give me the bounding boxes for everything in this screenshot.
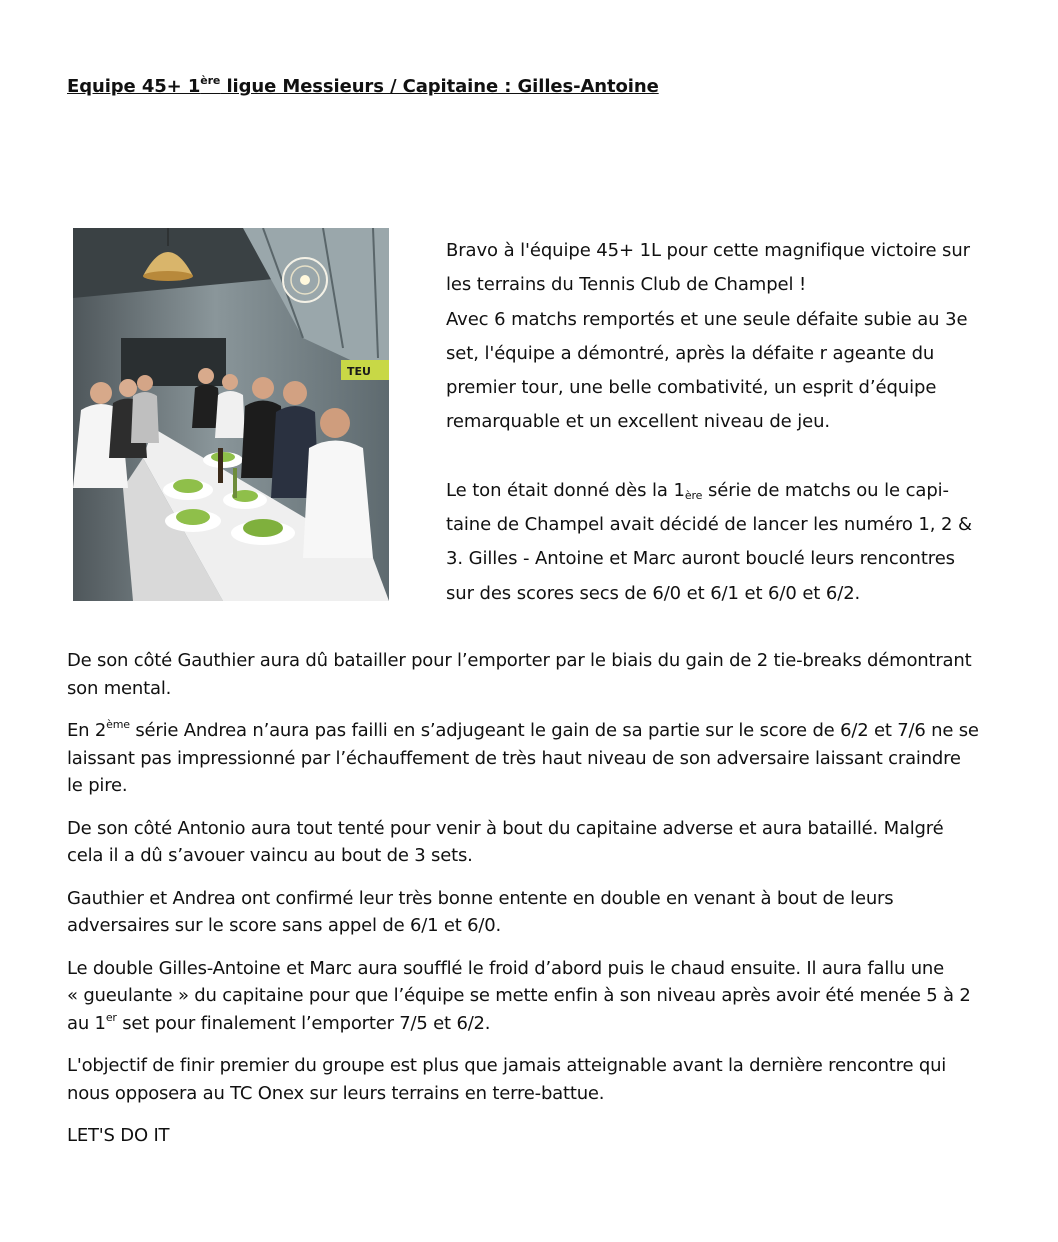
text-line: premier tour, une belle combativité, un esprit d’équipe [446, 377, 937, 399]
text-line: 3. Gilles - Antoine et Marc auront bouclé leurs rencontres [446, 548, 955, 570]
closing-line: LET'S DO IT [67, 1125, 170, 1146]
paragraph: En 2ème série Andrea n’aura pas failli en s’adjugeant le gain de sa partie sur le score de 6/2 et 7/6 ne se laissant pas impressionné par l’échauffement de très haut niveau de son adversaire laissant craindre le pire. [67, 718, 979, 796]
team-photo [73, 228, 389, 601]
text-line: Bravo à l'équipe 45+ 1L pour cette magnifique victoire sur [446, 240, 970, 261]
text-line: les terrains du Tennis Club de Champel ! [446, 274, 807, 296]
text-line: Le ton était donné dès la $1_{ère}$ série de matchs ou le capi- [446, 479, 949, 502]
text-line: taine de Champel avait décidé de lancer les numéro 1, 2 & [446, 514, 972, 536]
paragraph: Gauthier et Andrea ont confirmé leur très bonne entente en double en venant à bout de leurs adversaires sur le score sans appel de 6/1 et 6/0. [67, 887, 894, 936]
sponsor-banner [341, 360, 389, 380]
paragraph: De son côté Antonio aura tout tenté pour venir à bout du capitaine adverse et aura bataillé. Malgré cela il a dû s’avouer vaincu au bout de 3 sets. [67, 817, 944, 866]
paragraph: Le double Gilles-Antoine et Marc aura soufflé le froid d’abord puis le chaud ensuite. Il aura fallu une « gueulante » du capitaine pour que l’équipe se mette enfin à son niveau après avoir été menée 5 à 2 au 1er set pour finalement l’emporter 7/5 et 6/2. [67, 957, 971, 1034]
article-body [67, 647, 1027, 1165]
page-title: Equipe 45+ 1ère ligue Messieurs / Capitaine : Gilles-Antoine [67, 74, 659, 97]
team-dinner-illustration [73, 228, 389, 601]
paragraph: De son côté Gauthier aura dû batailler pour l’emporter par le biais du gain de 2 tie-breaks démontrant son mental. [67, 650, 972, 699]
svg-text:TEU: TEU [347, 365, 371, 378]
intro-text [446, 234, 1026, 611]
text-line: remarquable et un excellent niveau de jeu. [446, 411, 831, 433]
paragraph: L'objectif de finir premier du groupe est plus que jamais atteignable avant la dernière rencontre qui nous opposera au TC Onex sur leurs terrains en terre-battue. [67, 1055, 947, 1104]
text-line: sur des scores secs de 6/0 et 6/1 et 6/0 et 6/2. [446, 582, 861, 604]
text-line: set, l'équipe a démontré, après la défaite r ageante du [446, 342, 935, 364]
text-line: Avec 6 matchs remportés et une seule défaite subie au 3e [446, 308, 968, 330]
